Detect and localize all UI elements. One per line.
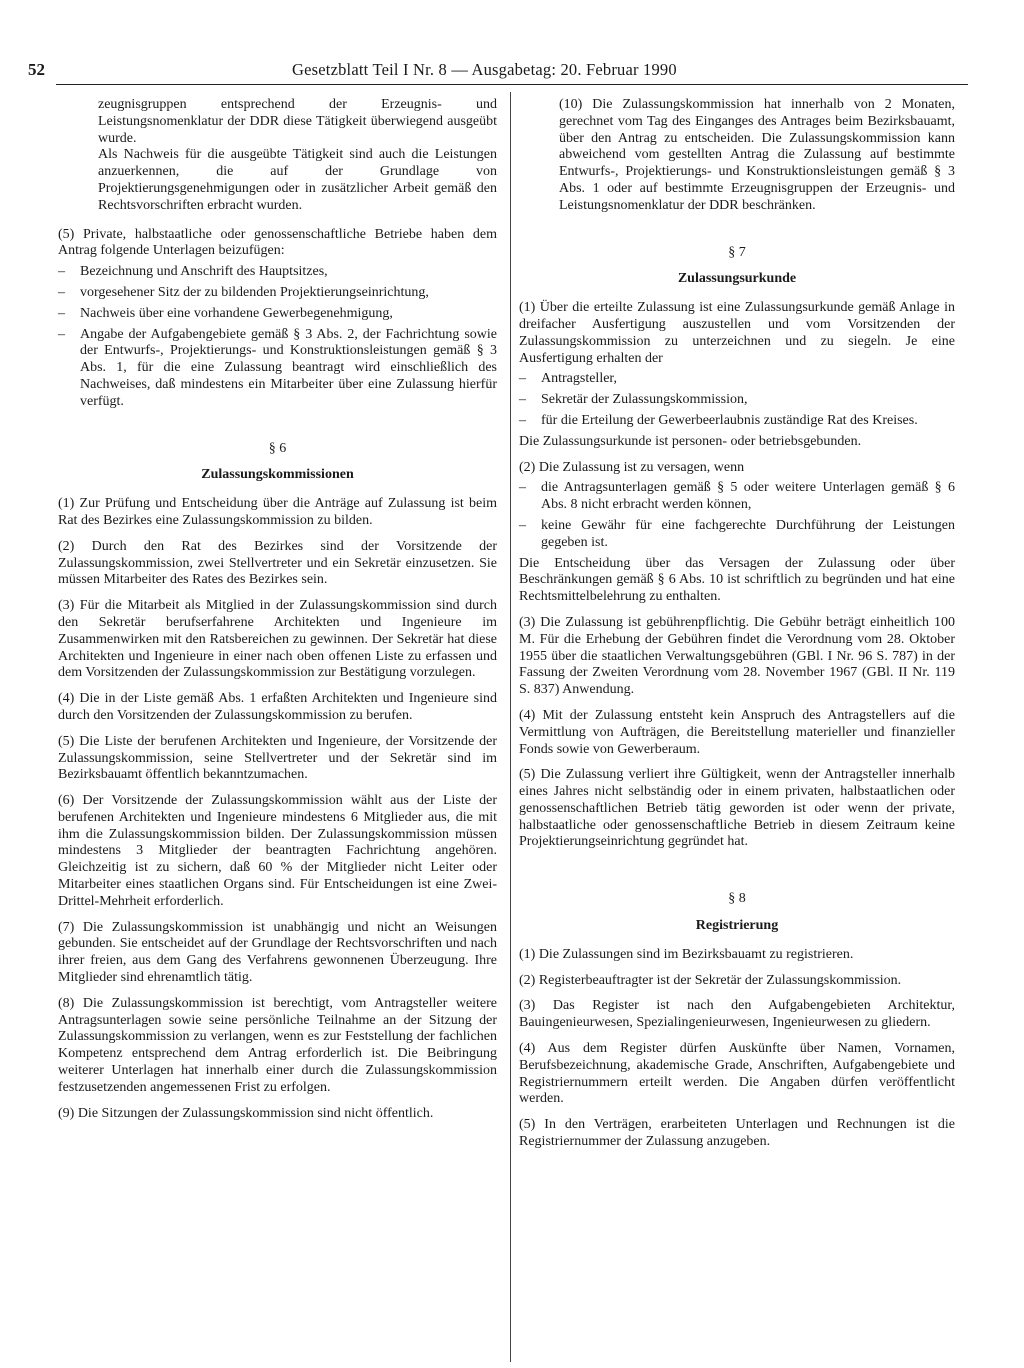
paragraph: (4) Die in der Liste gemäß Abs. 1 erfaßten Architekten und Ingenieure sind durch den Vorsitzenden der Zulassungskommission zu berufen.: [58, 691, 497, 723]
header-rule: [56, 84, 968, 85]
section-number: § 6: [268, 440, 287, 456]
list-item: – die Antragsunterlagen gemäß § 5 oder weitere Unterlagen gemäß § 6 Abs. 8 nicht erbracht werden können,: [519, 480, 955, 514]
paragraph: (4) Aus dem Register dürfen Auskünfte über Namen, Vornamen, Berufsbezeichnung, akademische Grade, Anschriften, Aufgabengebiete und Registriernummern erteilt werden. Die Angaben dürfen veröffentlicht werden.: [519, 1041, 955, 1107]
section-heading: Zulassungsurkunde: [677, 271, 797, 287]
paragraph: (5) Die Liste der berufenen Architekten und Ingenieure, der Vorsitzende der Zulassungskommission, seine Stellvertreter und der Sekretär sind im Bezirksbauamt öffentlich bekanntzumachen.: [58, 733, 497, 783]
paragraph: (2) Durch den Rat des Bezirkes sind der Vorsitzende der Zulassungskommission, zwei Stellvertreter und ein Sekretär einzusetzen. Sie müssen Mitarbeiter des Rates des Bezirkes sein.: [58, 538, 497, 588]
paragraph: (3) Das Register ist nach den Aufgabengebieten Architektur, Bauingenieurwesen, Spezialingenieurwesen, Ingenieurwesen zu gliedern.: [519, 998, 955, 1031]
section-number: § 8: [728, 891, 746, 907]
list-item: – für die Erteilung der Gewerbeerlaubnis zuständige Rat des Kreises.: [519, 413, 955, 430]
list-item: – keine Gewähr für eine fachgerechte Durchführung der Leistungen gegeben ist.: [519, 518, 955, 552]
list-item: – Antragsteller,: [519, 371, 955, 388]
paragraph: (1) Die Zulassungen sind im Bezirksbauamt zu registrieren.: [519, 946, 854, 962]
paragraph: (5) Die Zulassung verliert ihre Gültigkeit, wenn der Antragsteller innerhalb eines Jahres nicht selbständig oder in einem privaten, halbstaatlichen oder genossenschaftlichen Betrieb tätig geworden ist oder wenn der private, halbstaatliche oder genossenschaftliche Betrieb in diesem Zeitraum keine Projektierungseinrichtung gegründet hat.: [519, 767, 955, 850]
section-heading: Zulassungskommissionen: [201, 467, 354, 483]
paragraph: Die Zulassungsurkunde ist personen- oder betriebsgebunden.: [519, 433, 862, 449]
list-item: – Sekretär der Zulassungskommission,: [519, 392, 955, 409]
paragraph: (1) Über die erteilte Zulassung ist eine Zulassungsurkunde gemäß Anlage in dreifacher Ausfertigung auszustellen und vom Vorsitzenden der Zulassungskommission zu unterzeichnen und zu siegeln. Je eine Ausfertigung erhalten der: [519, 300, 955, 366]
paragraph: (9) Die Sitzungen der Zulassungskommission sind nicht öffentlich.: [58, 1105, 434, 1121]
paragraph: (3) Die Zulassung ist gebührenpflichtig. Die Gebühr beträgt einheitlich 100 M. Für die Erhebung der Gebühren findet die Verordnung vom 28. Oktober 1955 über die staatlichen Verwaltungsgebühren (GBl. I Nr. 96 S. 787) in der Fassung der Zweiten Verordnung vom 28. November 1967 (GBl. II Nr. 119 S. 837) Anwendung.: [519, 614, 955, 698]
paragraph: (8) Die Zulassungskommission ist berechtigt, vom Antragsteller weitere Antragsunterlagen sowie seine persönliche Teilnahme an der Sitzung der Zulassungskommission zu verlangen, wenn es zur Feststellung der fachlichen Kompetenz entsprechend dem Antrag erforderlich ist. Die Beibringung weiterer Unterlagen hat innerhalb einer durch die Zulassungskommission festzusetzenden angemessenen Frist zu erfolgen.: [58, 995, 497, 1095]
page-header-title: Gesetzblatt Teil I Nr. 8 — Ausgabetag: 20. Februar 1990: [292, 60, 677, 79]
right-column: [519, 97, 955, 1151]
paragraph: (2) Registerbeauftragter ist der Sekretär der Zulassungskommission.: [519, 972, 902, 988]
section-heading: Registrierung: [695, 918, 779, 934]
paragraph: (5) In den Verträgen, erarbeiteten Unterlagen und Rechnungen ist die Registriernummer der Zulassung anzugeben.: [519, 1117, 955, 1150]
paragraph: Die Entscheidung über das Versagen der Zulassung oder über Beschränkungen gemäß § 6 Abs. 10 ist schriftlich zu begründen und hat eine Rechtsmittelbelehrung zu enthalten.: [519, 555, 955, 605]
paragraph: (4) Mit der Zulassung entsteht kein Anspruch des Antragstellers auf die Vermittlung von Aufträgen, die Bereitstellung materieller und finanzieller Fonds sowie von Gewerberaum.: [519, 707, 955, 757]
list-item: – Bezeichnung und Anschrift des Hauptsitzes,: [58, 264, 497, 281]
paragraph: (10) Die Zulassungskommission hat innerhalb von 2 Monaten, gerechnet vom Tag des Einganges des Antrages beim Bezirksbauamt, über den Antrag zu entscheiden. Die Zulassungskommission kann abweichend vom gestellten Antrag die Zulassung auf bestimmte Entwurfs-, Projektierungs- und Konstruktionsleistungen gemäß § 3 Abs. 1 oder auf bestimmte Erzeugnisgruppen der Erzeugnis- und Leistungsnomenklatur der DDR beschränken.: [559, 97, 955, 213]
paragraph: (1) Zur Prüfung und Entscheidung über die Anträge auf Zulassung ist beim Rat des Bezirkes eine Zulassungskommission zu bilden.: [58, 496, 497, 528]
paragraph-continuation: Als Nachweis für die ausgeübte Tätigkeit sind auch die Leistungen anzuerkennen, die auf der Grundlage von Projektierungsgenehmigungen oder in zusätzlicher Arbeit gemäß den Rechtsvorschriften erbracht wurden.: [98, 147, 497, 213]
column-divider: [510, 92, 511, 1362]
left-column: [58, 97, 497, 1122]
list-item: – vorgesehener Sitz der zu bildenden Projektierungseinrichtung,: [58, 285, 497, 302]
paragraph-s5-5: (5) Private, halbstaatliche oder genossenschaftliche Betriebe haben dem Antrag folgende Unterlagen beizufügen:: [58, 226, 497, 259]
paragraph: (7) Die Zulassungskommission ist unabhängig und nicht an Weisungen gebunden. Sie entscheidet auf der Grundlage der Rechtsvorschriften und nach ihrer freien, aus dem Gang des Verfahrens gewonnenen Überzeugung. Ihre Mitglieder sind ehrenamtlich tätig.: [58, 919, 497, 986]
page-number: 52: [28, 60, 45, 79]
section-number: § 7: [728, 244, 746, 260]
paragraph: (3) Für die Mitarbeit als Mitglied in der Zulassungskommission sind durch den Sekretär berufserfahrene Architekten und Ingenieure im Zusammenwirken mit den Ratsbereichen zu gewinnen. Der Sekretär hat diese Architekten und Ingenieure in einer nach oben offenen Liste zu erfassen und dem Vorsitzenden der Zulassungskommission zur Bestätigung vorzulegen.: [58, 598, 497, 681]
paragraph: (2) Die Zulassung ist zu versagen, wenn: [519, 459, 745, 475]
paragraph: (6) Der Vorsitzende der Zulassungskommission wählt aus der Liste der berufenen Architekten und Ingenieure mindestens 6 Mitglieder aus, die mit ihm die Zulassungskommission bilden. Der Zulassungskommission müssen mindestens 3 Mitglieder der beantragten Fachrichtung angehören. Gleichzeitig ist zu sichern, daß 60 % der Mitglieder nicht Leiter oder Mitarbeiter eines staatlichen Organs sind. Für Entscheidungen ist eine Zwei-Drittel-Mehrheit erforderlich.: [58, 793, 497, 909]
list-item: – Nachweis über eine vorhandene Gewerbegenehmigung,: [58, 306, 497, 323]
paragraph-continuation: zeugnisgruppen entsprechend der Erzeugnis- und Leistungsnomenklatur der DDR diese Tätigkeit überwiegend ausgeübt wurde.: [98, 97, 497, 146]
list-item: – Angabe der Aufgabengebiete gemäß § 3 Abs. 2, der Fachrichtung sowie der Entwurfs-, Projektierungs- und Konstruktionsleistungen gemäß § 3 Abs. 1, für die eine Zulassung beantragt wird einschließlich des Nachweises, daß mindestens ein Mitarbeiter über eine Zulassung hierfür verfügt.: [58, 327, 497, 411]
